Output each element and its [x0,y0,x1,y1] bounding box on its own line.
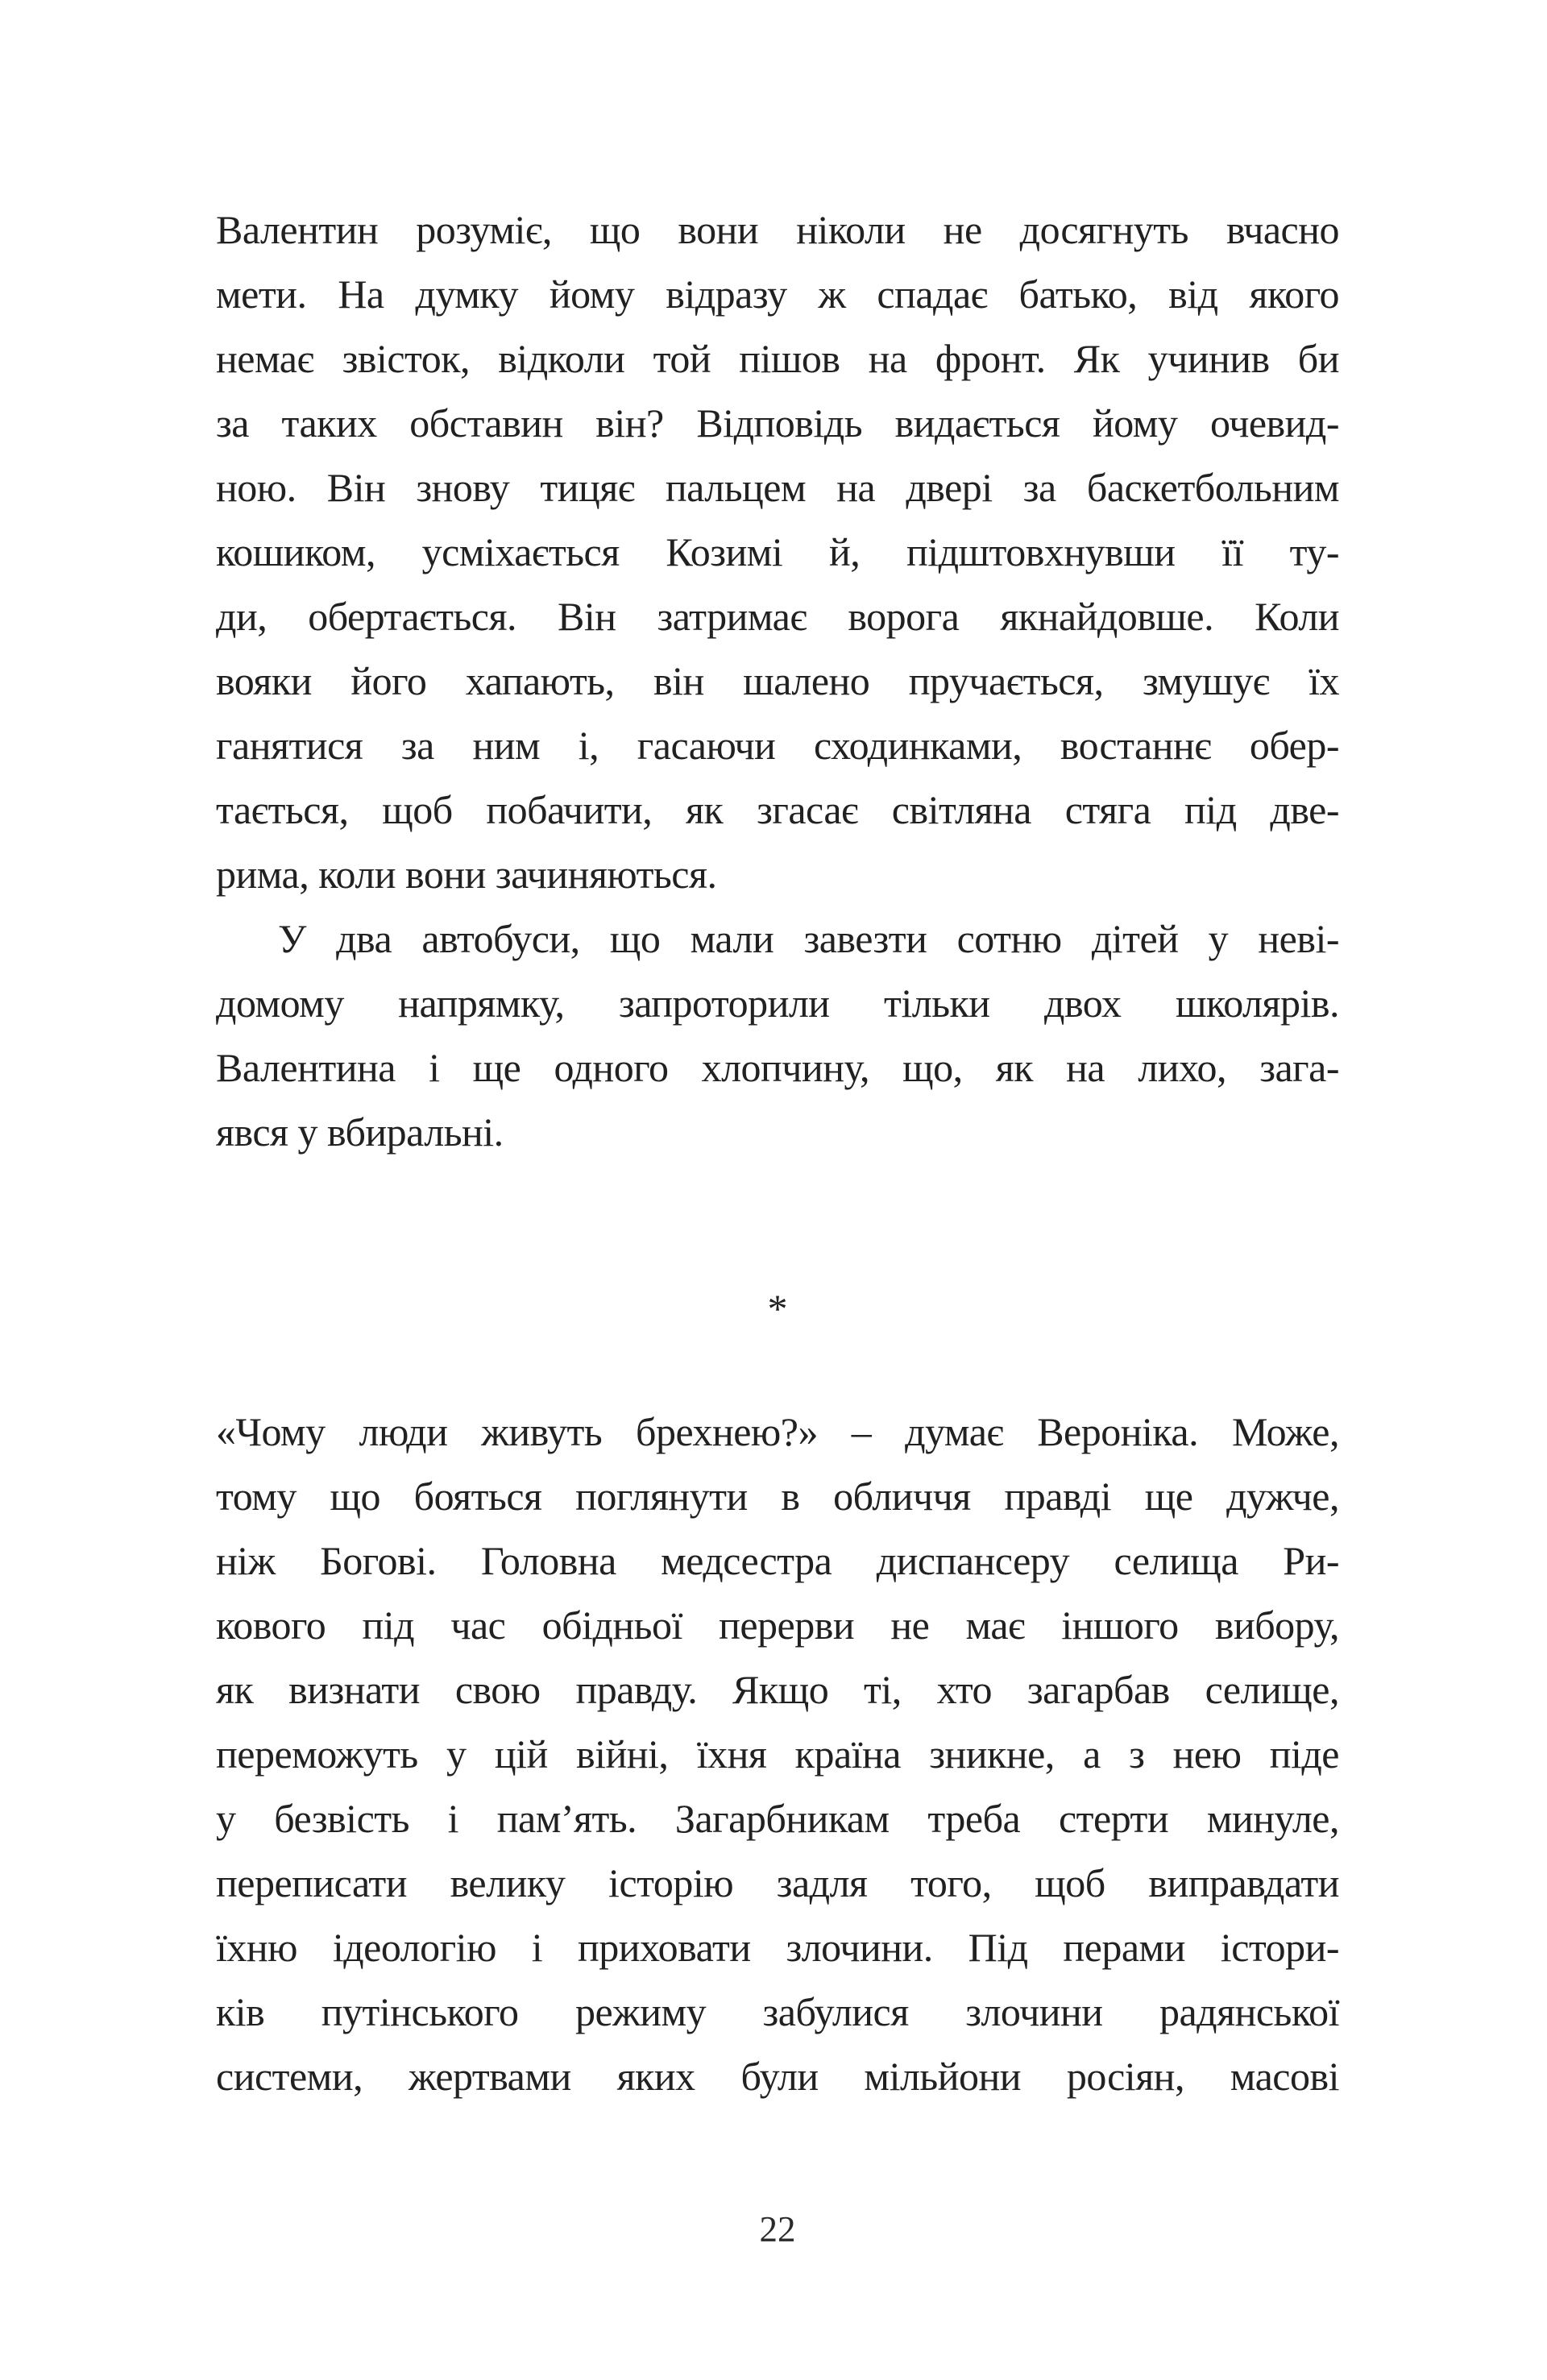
text-line: тається, щоб побачити, як згасає світляна стяга під две- [216,787,1339,832]
text-line: тому що бояться поглянути в обличчя правді ще дужче, [216,1474,1339,1519]
text-line: мети. На думку йому відразу ж спадає батько, від якого [216,272,1339,317]
text-line: «Чому люди живуть брехнею?» – думає Вероніка. Може, [216,1409,1339,1454]
text-line: немає звісток, відколи той пішов на фронт. Як учинив би [216,336,1339,381]
text-line: Валентина і ще одного хлопчину, що, як на лихо, зага- [216,1045,1339,1090]
text-line: У два автобуси, що мали завезти сотню дітей у неві- [278,916,1339,961]
text-line: рима, коли вони зачиняються. [216,852,717,897]
page-text-block [216,197,1339,2108]
section-separator-asterisk: * [767,1286,788,1331]
text-line: ною. Він знову тицяє пальцем на двері за баскетбольним [216,465,1339,510]
page-number: 22 [759,2209,796,2249]
paragraph [216,197,1339,906]
text-line: системи, жертвами яких були мільйони росіян, масові [216,2054,1339,2099]
text-line: Валентин розуміє, що вони ніколи не досягнуть вчасно [216,207,1339,252]
text-line: як визнати свою правду. Якщо ті, хто загарбав селище, [216,1667,1339,1712]
text-line: у безвість і пам’ять. Загарбникам треба стерти минуле, [216,1796,1339,1841]
text-line: вояки його хапають, він шалено пручається, змушує їх [216,658,1339,703]
text-line: ди, обертається. Він затримає ворога якнайдовше. Коли [216,594,1339,639]
text-line: їхню ідеологію і приховати злочини. Під перами істори- [216,1925,1339,1970]
text-line: явся у вбиральні. [216,1109,504,1155]
text-line: за таких обставин він? Відповідь видається йому очевид- [216,400,1339,446]
text-line: переписати велику історію задля того, щоб виправдати [216,1860,1339,1905]
text-line: ків путінського режиму забулися злочини радянської [216,1989,1339,2034]
text-line: ганятися за ним і, гасаючи сходинками, востаннє обер- [216,723,1339,768]
text-line: кового під час обідньої перерви не має іншого вибору, [216,1603,1339,1648]
text-line: ніж Богові. Головна медсестра диспансеру селища Ри- [216,1538,1339,1583]
paragraph [216,906,1339,1164]
text-line: переможуть у цій війні, їхня країна зникне, а з нею піде [216,1731,1339,1777]
paragraph [216,1399,1339,2108]
text-line: домому напрямку, запроторили тільки двох школярів. [216,981,1339,1026]
text-line: кошиком, усміхається Козимі й, підштовхнувши її ту- [216,529,1339,574]
